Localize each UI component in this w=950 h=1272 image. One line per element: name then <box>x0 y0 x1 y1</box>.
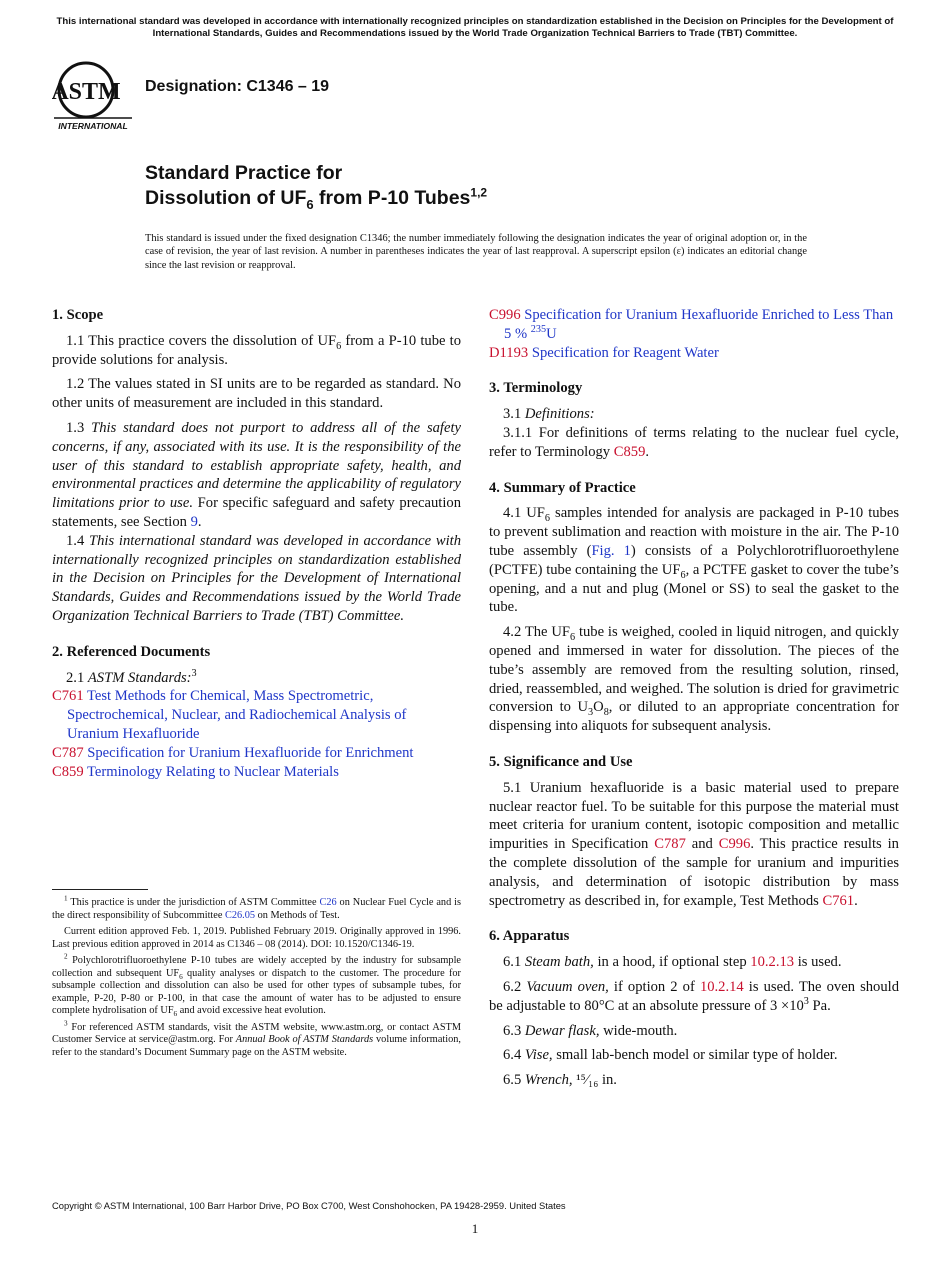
astm-logo <box>52 58 134 132</box>
ref-c761[interactable]: C761 Test Methods for Chemical, Mass Spectrometric, Spectrochemical, Nuclear, and Radiochemical Analysis of Uranium Hexafluoride <box>52 688 407 742</box>
section-5-heading: 5. Significance and Use <box>489 753 633 770</box>
footnote-divider <box>52 889 148 890</box>
ref-c996[interactable]: C996 Specification for Uranium Hexafluoride Enriched to Less Than 5 % $^{235}$U <box>489 307 894 342</box>
section-2-heading: 2. Referenced Documents <box>52 643 211 660</box>
para-3-1: 3.1 Definitions: <box>503 406 595 423</box>
para-1-4: 1.4 This international standard was developed in accordance with internationally recognized principles on standardization established in the Decision on Principles for the Development of International Standards, Guides and Recommendations issued by the World Trade Organization Technical Barriers to Trade (TBT) Committee. <box>52 532 462 624</box>
para-6-3: 6.3 Dewar flask, wide-mouth. <box>503 1022 678 1039</box>
astm-logo-icon <box>52 58 134 132</box>
issuance-note: This standard is issued under the fixed designation C1346; the number immediately following the designation indicates the year of original adoption or, in the case of revision, the year of last revision. A number in parentheses indicates the year of last reapproval. A superscript epsilon (ε) indicates an editorial change since the last revision or reapproval. <box>145 233 807 271</box>
c996-link[interactable]: C996 <box>718 836 751 853</box>
title-line-1: Standard Practice for <box>145 162 343 184</box>
committee-c26-link[interactable]: C26 <box>319 897 337 908</box>
para-6-5: 6.5 Wrench, ¹⁵⁄₁₆ in. <box>503 1072 617 1089</box>
ref-c859[interactable]: C859 Terminology Relating to Nuclear Materials <box>52 763 339 780</box>
para-1-2: 1.2 The values stated in SI units are to be regarded as standard. No other units of measurement are included in this standard. <box>52 376 461 412</box>
ref-d1193[interactable]: D1193 Specification for Reagent Water <box>489 344 719 361</box>
footnote-3: $^3$ For referenced ASTM standards, visit the ASTM website, www.astm.org, or contact ASTM Customer Service at service@astm.org. For Annual Book of ASTM Standards volume information, refer to the standard’s Document Summary page on the ASTM website. <box>52 1019 461 1058</box>
section-6-heading: 6. Apparatus <box>489 928 570 945</box>
c787-link[interactable]: C787 <box>654 836 686 853</box>
title-line-2: Dissolution of $UF_6$ from P-10 Tubes$^{1,2}$ <box>145 185 488 212</box>
para-2-1: 2.1 ASTM Standards:$^3$ <box>66 667 197 686</box>
logo-word: INTERNATIONAL <box>58 121 128 131</box>
step-10-2-13-link[interactable]: 10.2.13 <box>750 954 795 971</box>
right-column <box>489 306 899 1090</box>
para-1-1: 1.1 This practice covers the dissolution of $UF_6$ from a P-10 tube to provide solutions for analysis. <box>52 332 461 368</box>
para-5-1: 5.1 Uranium hexafluoride is a basic material used to prepare nuclear reactor fuel. To be suitable for this purpose the material must meet criteria for uranium content, isotopic composition and metallic impurities in Specification C787 and C996. This practice results in the complete dissolution of the sample for uranium and impurities analysis, and determination of isotopic distribution by mass spectrometry as described in, for example, Test Methods C761. <box>489 779 899 909</box>
para-4-1: 4.1 $UF_6$ samples intended for analysis are packaged in P-10 tubes to prevent sublimation and reaction with moisture in the air. The P-10 tube assembly (Fig. 1) consists of a Polychlorotrifluoroethylene (PCTFE) tube containing the $UF_6$, a PCTFE gasket to cover the tube’s opening, and a nut and plug (Monel or SS) to seal the gasket to the tube. <box>489 505 900 616</box>
document-title <box>145 161 487 211</box>
footnote-2: $^2$ Polychlorotrifluoroethylene P-10 tubes are widely accepted by the industry for subsample collection and subsequent $UF_6$ quality analyses or dispatch to the customer. The procedure for subsample collection and dissolution can also be used for other types of subsample tubes, for example, P-20, P-80 or P-100, in that case the amount of water has to be adjusted to ensure complete hydrolisation of $UF_6$ and avoid excessive heat evolution. <box>52 952 461 1019</box>
para-1-3: 1.3 This standard does not purport to address all of the safety concerns, if any, associated with its use. It is the responsibility of the user of this standard to establish appropriate safety, health, and environmental practices and determine the applicability of regulatory limitations prior to use. For specific safeguard and safety precaution statements, see Section 9. <box>52 419 461 530</box>
para-3-1-1: 3.1.1 For definitions of terms relating to the nuclear fuel cycle, refer to Terminology C859. <box>489 424 899 460</box>
c859-link[interactable]: C859 <box>613 443 646 460</box>
fig-1-link[interactable]: Fig. 1 <box>591 542 631 559</box>
footnote-1-edition: Current edition approved Feb. 1, 2019. Published February 2019. Originally approved in 1996. Last previous edition approved in 2014 as C1346 – 08 (2014). DOI: 10.1520/C1346-19. <box>52 926 461 950</box>
para-4-2: 4.2 The $UF_6$ tube is weighed, cooled in liquid nitrogen, and quickly opened and immersed in water for dissolution. The pieces of the tube’s assembly are removed from the resulting solution, rinsed, dried, reassembled, and weighed. The solution is dried for gravimetric conversion to $U_3O_8$, or diluted to an appropriate concentration for dispensing into aliquots for subsequent analysis. <box>489 624 900 735</box>
section-1-heading: 1. Scope <box>52 307 104 323</box>
left-column <box>52 306 461 781</box>
footnotes <box>52 894 461 1063</box>
ref-c787[interactable]: C787 Specification for Uranium Hexafluoride for Enrichment <box>52 744 414 761</box>
copyright: Copyright © ASTM International, 100 Barr Harbor Drive, PO Box C700, West Conshohocken, PA 19428-2959. United States <box>52 1200 566 1211</box>
para-6-2: 6.2 Vacuum oven, if option 2 of 10.2.14 is used. The oven should be adjustable to 80°C at an absolute pressure of $3 \times 10^3$ Pa. <box>489 978 899 1014</box>
c761-link[interactable]: C761 <box>822 892 855 909</box>
section-9-link[interactable]: 9 <box>190 513 198 530</box>
step-10-2-14-link[interactable]: 10.2.14 <box>699 978 744 995</box>
footnote-1: $^1$ This practice is under the jurisdiction of ASTM Committee C26 on Nuclear Fuel Cycle and is the direct responsibility of Subcommittee C26.05 on Methods of Test. <box>52 894 461 921</box>
logo-letters: ASTM <box>52 79 121 105</box>
standard-notice: This international standard was developed in accordance with internationally recognized principles on standardization established in the Decision on Principles for the Development of International Standards, Guides and Recommendations issued by the World Trade Organization Technical Barriers to Trade (TBT) Committee. <box>56 16 894 39</box>
section-4-heading: 4. Summary of Practice <box>489 479 636 496</box>
para-6-1: 6.1 Steam bath, in a hood, if optional step 10.2.13 is used. <box>503 954 842 971</box>
section-3-heading: 3. Terminology <box>489 380 583 397</box>
designation: Designation: C1346 – 19 <box>145 78 330 95</box>
para-6-4: 6.4 Vise, small lab-bench model or similar type of holder. <box>503 1047 838 1064</box>
page-number: 1 <box>471 1221 479 1236</box>
subcommittee-link[interactable]: C26.05 <box>225 909 256 921</box>
